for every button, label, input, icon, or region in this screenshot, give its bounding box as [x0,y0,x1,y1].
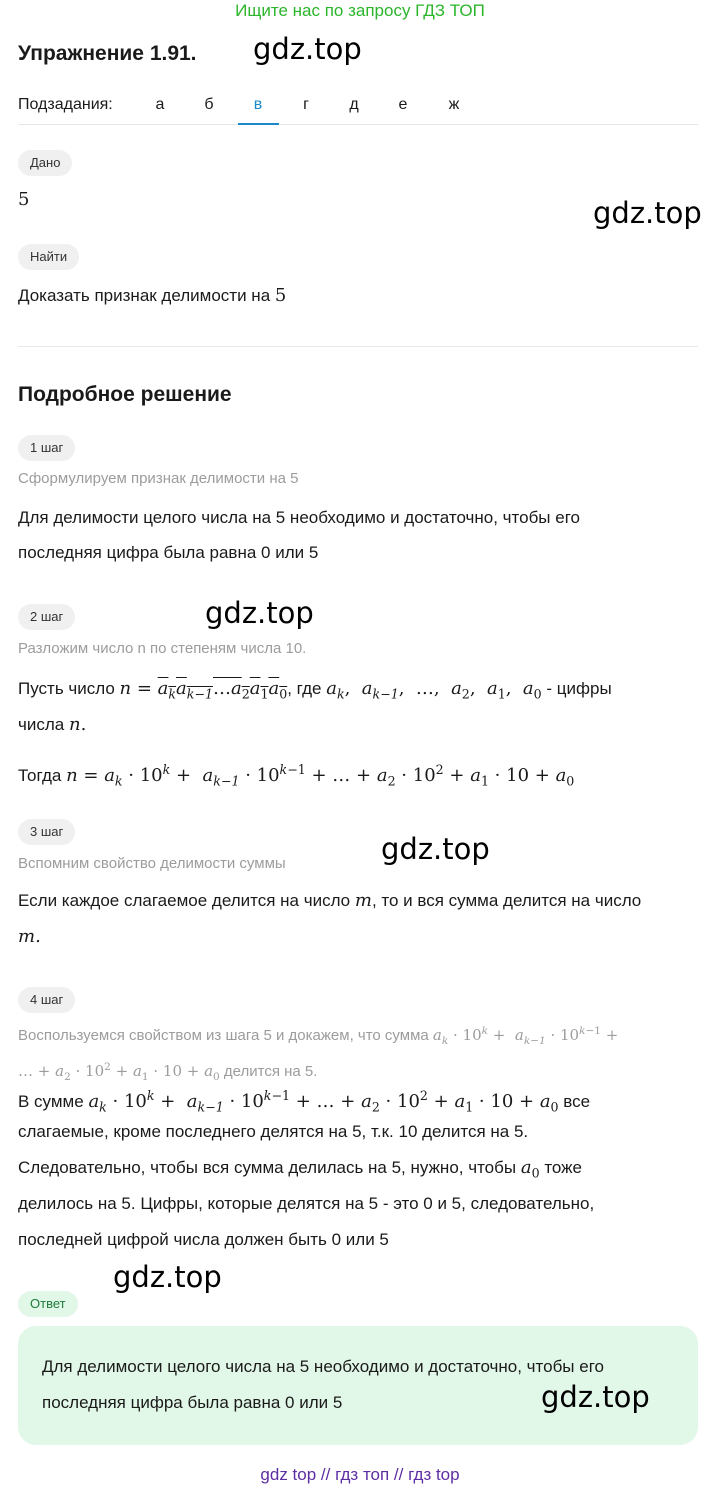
expr-n-digits: $n = a_ka_{k-1}\dots a_2a_1a_0$ [119,678,288,702]
step-2-line-3: Тогда $n = a_k \cdot 10^k + a_{k-1} \cdot 10^{k-1}$ + … + $a_2 \cdot 10^2 + a_1 \cdot 10 + a_0$ [18,762,575,789]
expr-digit-list: $a_k$, $a_{k-1}$, …, $a_2$, $a_1$, $a_0$ [326,678,542,702]
step-4-hint: Воспользуемся свойством из шага 5 и докажем, что сумма $a_k \cdot 10^k + a_{k-1} \cdot 10^{k-1}$ + … + $a_2 \cdot 10^2 + a_1 \cdot 10 + a_0$ делится на 5. [18,1025,619,1083]
watermark: gdz.top [113,1260,222,1294]
tab-v-active[interactable]: в [253,96,263,113]
watermark: gdz.top [253,32,362,66]
expr-expansion: $n = a_k \cdot 10^k + a_{k-1} \cdot 10^{k-1}$ + … + $a_2 \cdot 10^2 + a_1 \cdot 10 + a_0$ [66,762,575,789]
watermark: gdz.top [541,1380,650,1414]
watermark: gdz.top [205,596,314,630]
tabs-divider [18,124,698,125]
given-label: Дано [18,150,72,176]
tab-g[interactable]: г [303,96,309,113]
step-4-label: 4 шаг [18,987,75,1013]
tab-a[interactable]: а [155,96,165,113]
solution-title: Подробное решение [18,383,232,406]
step-3-hint: Вспомним свойство делимости суммы [18,855,286,872]
tab-e[interactable]: е [398,96,408,113]
step-4-line-1: В сумме $a_k \cdot 10^k + a_{k-1} \cdot 10^{k-1}$ + … + $a_2 \cdot 10^2 + a_1 \cdot 10 + a_0$ все [18,1088,591,1115]
exercise-title: Упражнение 1.91. [18,42,197,65]
step-4-line-4: делилось на 5. Цифры, которые делятся на 5 - это 0 и 5, следовательно, [18,1194,595,1213]
step-1-line-2: последняя цифра была равна 0 или 5 [18,543,319,562]
footer-links[interactable]: gdz top // гдз топ // гдз top [260,1465,460,1484]
step-1-label: 1 шаг [18,435,75,461]
step-4-line-2: слагаемые, кроме последнего делятся на 5, т.к. 10 делится на 5. [18,1122,529,1141]
step-4-line-3: Следовательно, чтобы вся сумма делилась на 5, нужно, чтобы $a_0$ тоже [18,1157,582,1181]
step-3-label: 3 шаг [18,819,75,845]
step-1-line-1: Для делимости целого числа на 5 необходимо и достаточно, чтобы его [18,508,580,527]
step-2-line-1: Пусть число $n = a_ka_{k-1}\dots a_2a_1a_0$, где $a_k$, $a_{k-1}$, …, $a_2$, $a_1$, $a_0$ - цифры [18,678,612,702]
answer-line-1: Для делимости целого числа на 5 необходимо и достаточно, чтобы его [42,1357,604,1376]
subtasks-label: Подзадания: [18,96,113,113]
step-1-hint: Сформулируем признак делимости на 5 [18,470,299,487]
active-tab-indicator [238,123,279,125]
step-2-hint: Разложим число n по степеням числа 10. [18,640,307,657]
step-4-line-5: последней цифрой числа должен быть 0 или 5 [18,1230,389,1249]
watermark: gdz.top [381,832,490,866]
tab-d[interactable]: д [349,96,359,113]
find-text: Доказать признак делимости на 5 [18,285,287,306]
step-2-line-2: числа n. [18,714,87,735]
find-label: Найти [18,244,79,270]
step-3-line-1: Если каждое слагаемое делится на число m, то и вся сумма делится на число [18,890,642,911]
step-3-line-2: m. [18,926,41,947]
answer-label: Ответ [18,1291,78,1317]
watermark: gdz.top [593,196,702,230]
promo-banner: Ищите нас по запросу ГДЗ ТОП [235,1,485,20]
given-value: 5 [18,189,30,210]
tab-b[interactable]: б [204,96,214,113]
tab-zh[interactable]: ж [448,96,460,113]
step-2-label: 2 шаг [18,604,75,630]
answer-line-2: последняя цифра была равна 0 или 5 [42,1393,343,1412]
section-divider [18,346,698,347]
